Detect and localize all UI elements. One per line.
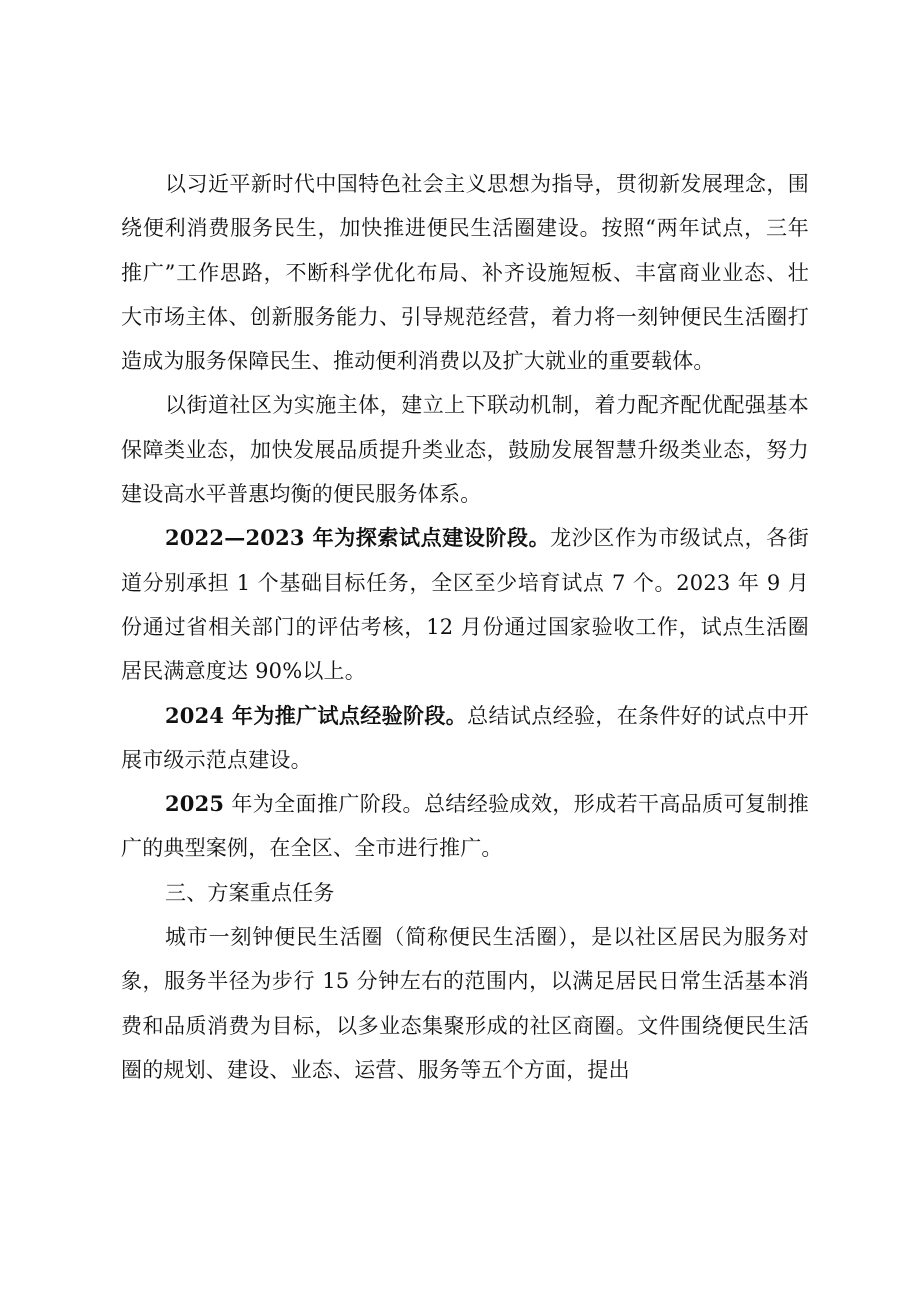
paragraph-pilot-stage bbox=[121, 516, 809, 693]
paragraph-guiding-principle: 以习近平新时代中国特色社会主义思想为指导，贯彻新发展理念，围绕便利消费服务民生，加快推进便民生活圈建设。按照“两年试点，三年推广”工作思路，不断科学优化布局、补齐设施短板、丰富商业业态、壮大市场主体、创新服务能力、引导规范经营，着力将一刻钟便民生活圈打造成为服务保障民生、推动便利消费以及扩大就业的重要载体。 bbox=[121, 172, 809, 374]
section-heading-key-tasks: 三、方案重点任务 bbox=[165, 880, 335, 905]
document-page bbox=[121, 162, 809, 1092]
paragraph-implementation-body: 以街道社区为实施主体，建立上下联动机制，着力配齐配优配强基本保障类业态，加快发展品质提升类业态，鼓励发展智慧升级类业态，努力建设高水平普惠均衡的便民服务体系。 bbox=[121, 393, 809, 507]
pilot-stage-lead: 2022—2023 年为探索试点建设阶段。 bbox=[165, 525, 551, 551]
paragraph-full-rollout-stage bbox=[121, 782, 809, 871]
promotion-stage-text: 总结试点经验，在条件好的试点中开展市级示范点建设。 bbox=[121, 703, 809, 772]
full-rollout-text: 年为全面推广阶段。总结经验成效，形成若干高品质可复制推广的典型案例，在全区、全市进行推广。 bbox=[121, 792, 809, 861]
paragraph-life-circle-definition: 城市一刻钟便民生活圈（简称便民生活圈），是以社区居民为服务对象，服务半径为步行 15 分钟左右的范围内，以满足居民日常生活基本消费和品质消费为目标，以多业态集聚形成的社区商圈。文件围绕便民生活圈的规划、建设、业态、运营、服务等五个方面，提出 bbox=[121, 925, 809, 1082]
paragraph-promotion-stage bbox=[121, 694, 809, 783]
pilot-stage-text: 龙沙区作为市级试点，各街道分别承担 1 个基础目标任务，全区至少培育试点 7 个。2023 年 9 月份通过省相关部门的评估考核，12 月份通过国家验收工作，试点生活圈居民满意度达 90%以上。 bbox=[121, 526, 809, 684]
promotion-stage-lead: 2024 年为推广试点经验阶段。 bbox=[165, 702, 468, 728]
full-rollout-lead: 2025 bbox=[165, 791, 225, 817]
